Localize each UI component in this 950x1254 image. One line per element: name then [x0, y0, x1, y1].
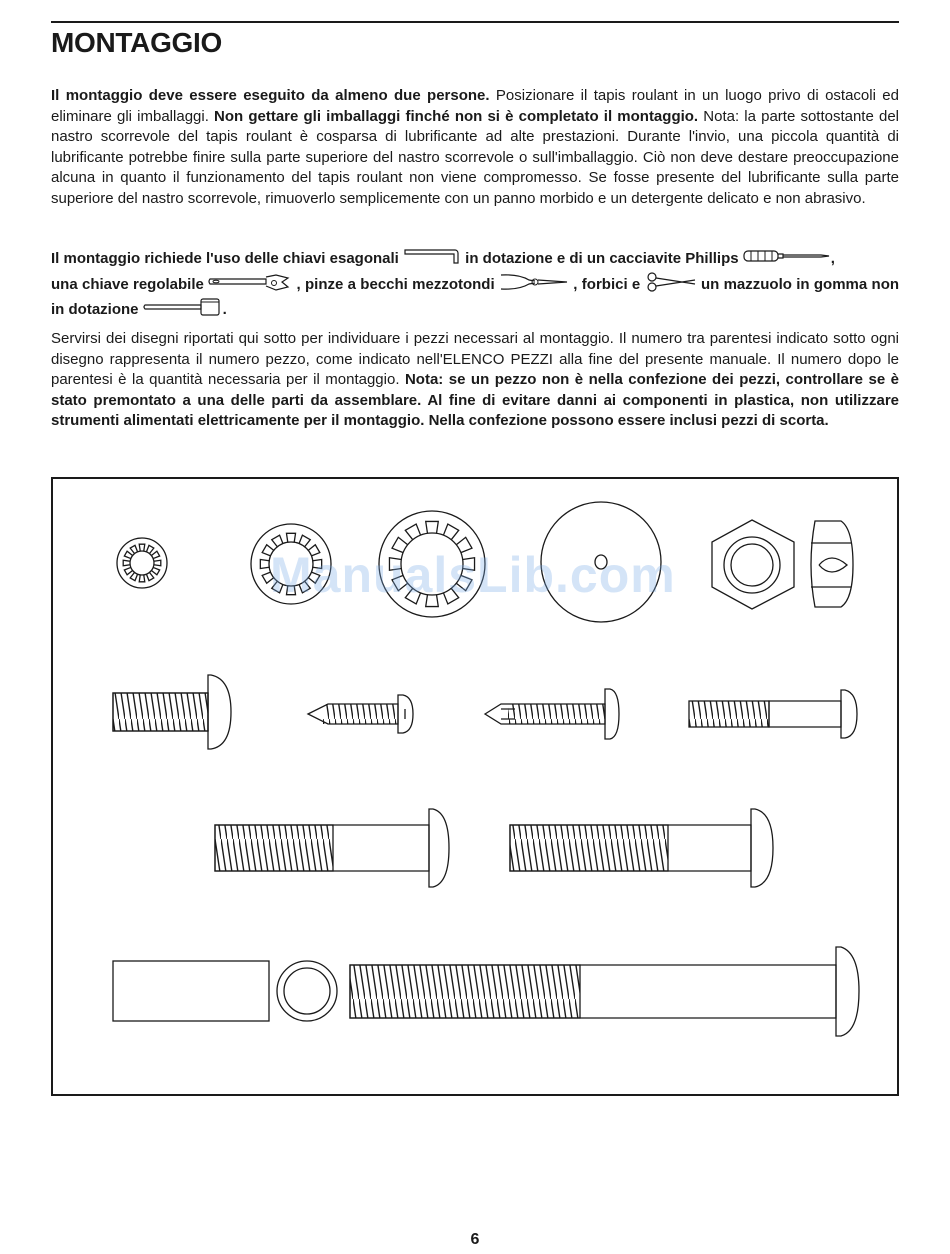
- bushing-part: [277, 961, 337, 1021]
- page-number: 6: [470, 1231, 480, 1248]
- small-star-washer-part: [117, 538, 167, 588]
- intro-bold-2: Non gettare gli imballaggi finché non si è completato il montaggio.: [214, 107, 699, 125]
- tools-text-2: in dotazione e di un cacciavite Phillips: [465, 250, 739, 268]
- self-drilling-screw-part: [485, 689, 619, 739]
- hex-key-icon: [403, 247, 461, 272]
- washer-tooth: [154, 560, 161, 566]
- washer-tooth: [286, 533, 295, 542]
- intro-paragraph: [51, 86, 899, 209]
- extra-long-bolt-part: [350, 947, 859, 1036]
- button-bolt-short-part: [113, 675, 231, 749]
- washer-tooth: [123, 560, 130, 566]
- intro-text-1: Posizionare il tapis roulant in un luogo privo di ostacoli ed eliminare gli imballaggi.: [51, 87, 899, 125]
- washer-tooth: [139, 544, 145, 551]
- washer-tooth: [426, 521, 439, 533]
- washer-tooth: [260, 559, 269, 568]
- adjustable-wrench-icon: [208, 273, 292, 298]
- tools-text-5: , pinze a becchi mezzotondi: [296, 275, 495, 293]
- tools-text-4: una chiave regolabile: [51, 275, 204, 293]
- long-bolt-b-part: [510, 809, 773, 887]
- intro-bold-1: Il montaggio deve essere eseguito da almeno due persone.: [51, 87, 490, 104]
- tools-text-7: un mazzuolo in gomma non in dotazione: [51, 275, 900, 319]
- page-title: MONTAGGIO: [51, 27, 222, 58]
- hex-nut-part: [712, 520, 794, 609]
- washer-tooth: [405, 524, 420, 540]
- intro-text-2: Nota: la parte sottostante del nastro scorrevole del tapis roulant è cosparsa di lubrificante ad alte prestazioni. Durante l'invio, una piccola quantità di lubrificante potrebbe finire sulla parte superiore del nastro scorrevole o sull'imballaggio. Ciò non deve destare preoccupazione alcuna in quanto il funzionamento del tapis roulant non viene compromesso. Se fosse presente del lubrificante sulla parte superiore del nastro scorrevole, rimuoverlo semplicemente con un panno morbido e un detergente delicato e non abrasivo.: [51, 107, 899, 207]
- watermark: ManualsLib.com: [270, 547, 676, 603]
- shoulder-screw-part: [689, 690, 857, 738]
- tools-text-1: Il montaggio richiede l'uso delle chiavi esagonali: [51, 250, 399, 268]
- scissors-icon: [645, 272, 697, 299]
- parts-intro-paragraph: [51, 329, 899, 432]
- top-rule: [51, 21, 899, 23]
- tools-text-3: ,: [830, 250, 835, 268]
- tools-text-8: .: [222, 301, 227, 319]
- parts-intro-text: Servirsi dei disegni riportati qui sotto per individuare i pezzi necessari al montaggio. Il numero tra parentesi indicato sotto ogni disegno rappresenta il numero pezzo, come indicato nell'ELENCO PEZZI alla fine del presente manuale. Il numero dopo le parentesi è la quantità necessaria per il montaggio.: [51, 330, 899, 388]
- tools-paragraph: [51, 247, 899, 323]
- phillips-screwdriver-icon: [743, 249, 831, 270]
- needle-nose-pliers-icon: [499, 272, 569, 299]
- nylon-lock-nut-part: [811, 521, 853, 607]
- tools-text-6: , forbici e: [573, 275, 641, 293]
- parts-intro-note: Nota: se un pezzo non è nella confezione dei pezzi, controllare se è stato premontato a una delle parti da assemblare. Al fine di evitare danni ai componenti in plastica, non utilizzare strumenti alimentati elettricamente per il montaggio. Nella confezione possono essere inclusi pezzi di scorta.: [51, 371, 899, 429]
- long-bolt-a-part: [215, 809, 449, 887]
- rubber-mallet-icon: [143, 298, 223, 323]
- washer-tooth: [443, 524, 458, 540]
- spacer-part: [113, 961, 269, 1021]
- parts-diagram-box: [51, 477, 899, 1096]
- washer-tooth: [139, 575, 145, 582]
- small-screw-part: [308, 695, 413, 733]
